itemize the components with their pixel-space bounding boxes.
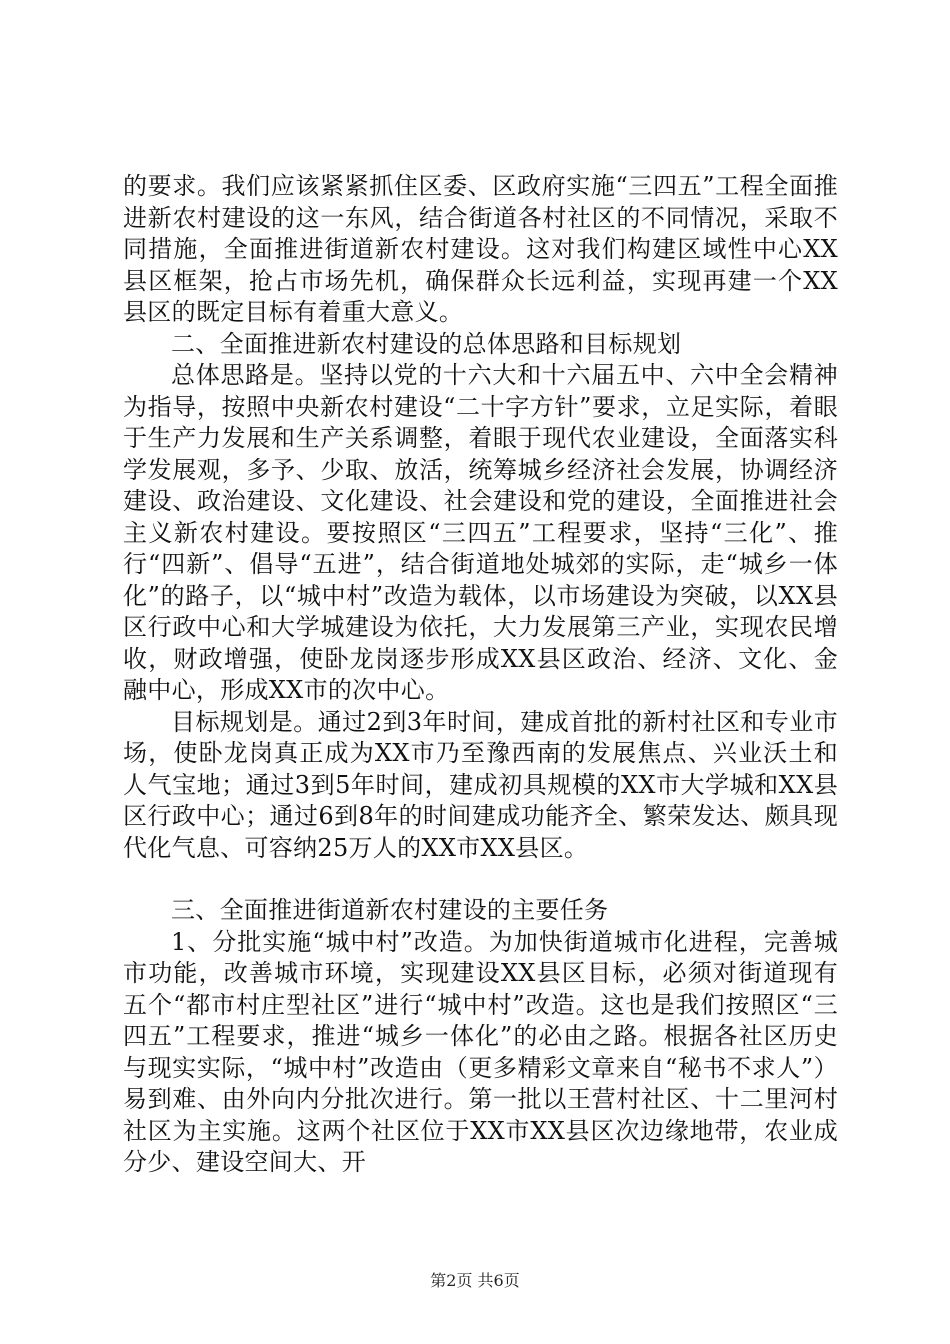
section-heading-2: 二、全面推进新农村建设的总体思路和目标规划 xyxy=(171,329,682,358)
paragraph-spacer xyxy=(123,864,838,895)
page-footer: 第2页 共6页 xyxy=(430,1271,520,1290)
paragraph-target-plan: 目标规划是。通过2到3年时间，建成首批的新村社区和专业市场，使卧龙岗真正成为XX市乃至豫西南的发展焦点、兴业沃土和人气宝地；通过3到5年时间，建成初具规模的XX市大学城和XX县区行政中心；通过6到8年的时间建成功能齐全、繁荣发达、颇具现代化气息、可容纳25万人的XX市XX县区。 xyxy=(123,707,838,862)
paragraph-task-1: 1、分批实施“城中村”改造。为加快街道城市化进程，完善城市功能，改善城市环境，实现建设XX县区目标，必须对街道现有五个“都市村庄型社区”进行“城中村”改造。这也是我们按照区“三四五”工程要求，推进“城乡一体化”的必由之路。根据各社区历史与现实实际，“城中村”改造由（更多精彩文章来自“秘书不求人”）易到难、由外向内分批次进行。第一批以王营村社区、十二里河村社区为主实施。这两个社区位于XX市XX县区次边缘地带，农业成分少、建设空间大、开 xyxy=(123,927,838,1176)
section-heading-3: 三、全面推进街道新农村建设的主要任务 xyxy=(171,896,609,924)
paragraph-intro-continuation: 的要求。我们应该紧紧抓住区委、区政府实施“三四五”工程全面推进新农村建设的这一东风，结合街道各村社区的不同情况，采取不同措施，全面推进街道新农村建设。这对我们构建区域性中心XX县区框架，抢占市场先机，确保群众长远利益，实现再建一个XX县区的既定目标有着重大意义。 xyxy=(123,172,838,326)
document-body xyxy=(123,171,838,1179)
paragraph-overall-approach: 总体思路是。坚持以党的十六大和十六届五中、六中全会精神为指导，按照中央新农村建设“二十字方针”要求，立足实际，着眼于生产力发展和生产关系调整，着眼于现代农业建设，全面落实科学发展观，多予、少取、放活，统筹城乡经济社会发展，协调经济建设、政治建设、文化建设、社会建设和党的建设，全面推进社会主义新农村建设。要按照区“三四五”工程要求，坚持“三化”、推行“四新”、倡导“五进”，结合街道地处城郊的实际，走“城乡一体化”的路子，以“城中村”改造为载体，以市场建设为突破，以XX县区行政中心和大学城建设为依托，大力发展第三产业，实现农民增收，财政增强，使卧龙岗逐步形成XX县区政治、经济、文化、金融中心，形成XX市的次中心。 xyxy=(123,361,838,704)
